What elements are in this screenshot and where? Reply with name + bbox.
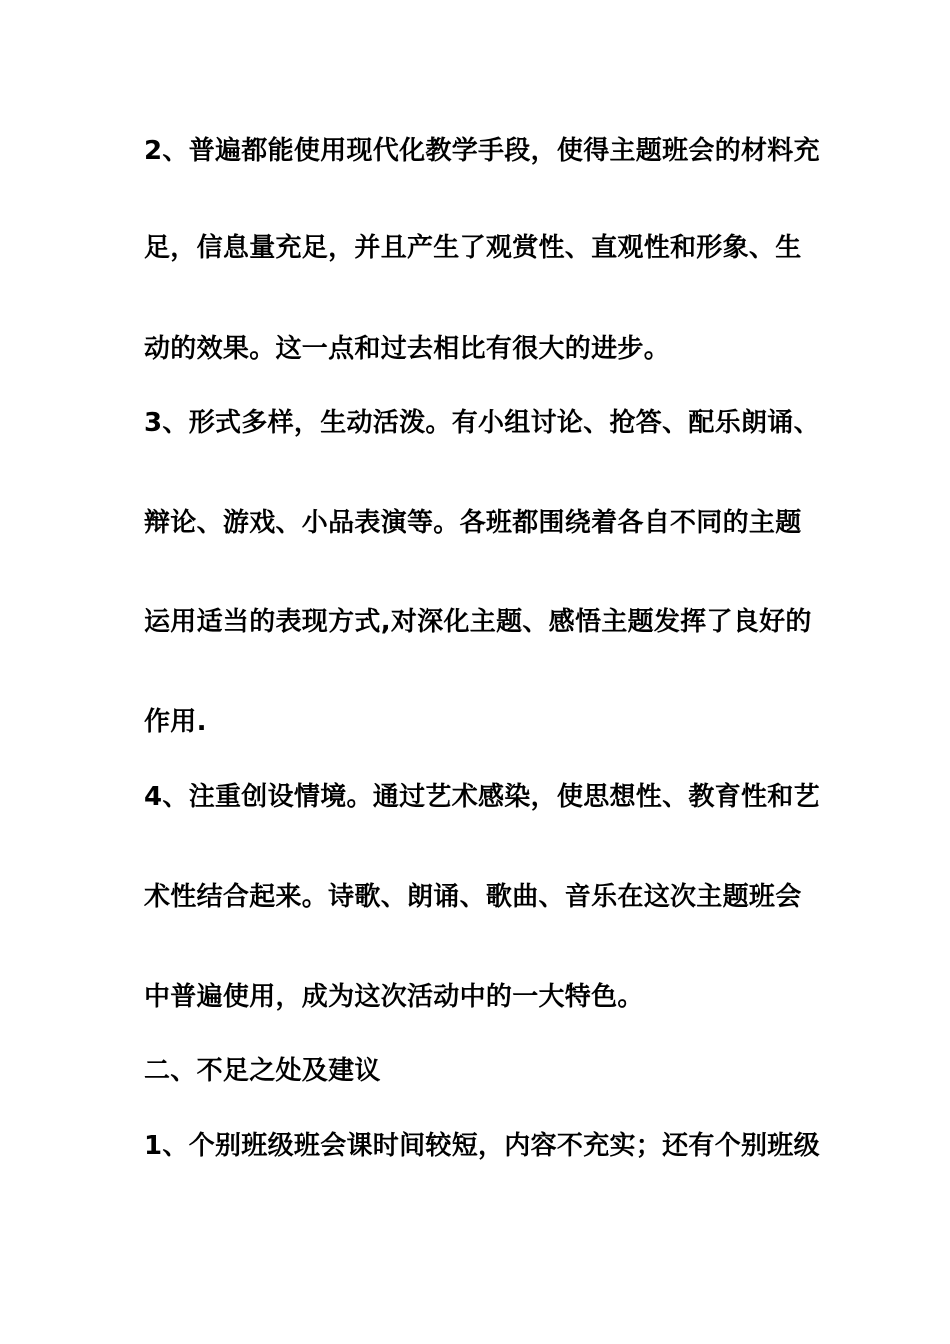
paragraph-2-line-3: 动的效果。这一点和过去相比有很大的进步。	[144, 334, 671, 364]
section-heading: 二、不足之处及建议	[144, 1056, 381, 1086]
paragraph-5-line-1: 1、个别班级班会课时间较短，内容不充实；还有个别班级	[144, 1131, 820, 1161]
paragraph-3-line-1: 3、形式多样，生动活泼。有小组讨论、抢答、配乐朗诵、	[144, 408, 820, 438]
paragraph-3-line-3: 运用适当的表现方式,对深化主题、感悟主题发挥了良好的	[144, 607, 812, 637]
paragraph-4-line-1: 4、注重创设情境。通过艺术感染，使思想性、教育性和艺	[144, 782, 820, 812]
paragraph-2-line-1: 2、普遍都能使用现代化教学手段，使得主题班会的材料充	[144, 136, 820, 166]
paragraph-3-line-4: 作用.	[144, 707, 207, 737]
paragraph-2-line-2: 足，信息量充足，并且产生了观赏性、直观性和形象、生	[144, 233, 802, 263]
paragraph-4-line-2: 术性结合起来。诗歌、朗诵、歌曲、音乐在这次主题班会	[144, 882, 802, 912]
paragraph-4-line-3: 中普遍使用，成为这次活动中的一大特色。	[144, 982, 644, 1012]
paragraph-3-line-2: 辩论、游戏、小品表演等。各班都围绕着各自不同的主题	[144, 508, 802, 538]
